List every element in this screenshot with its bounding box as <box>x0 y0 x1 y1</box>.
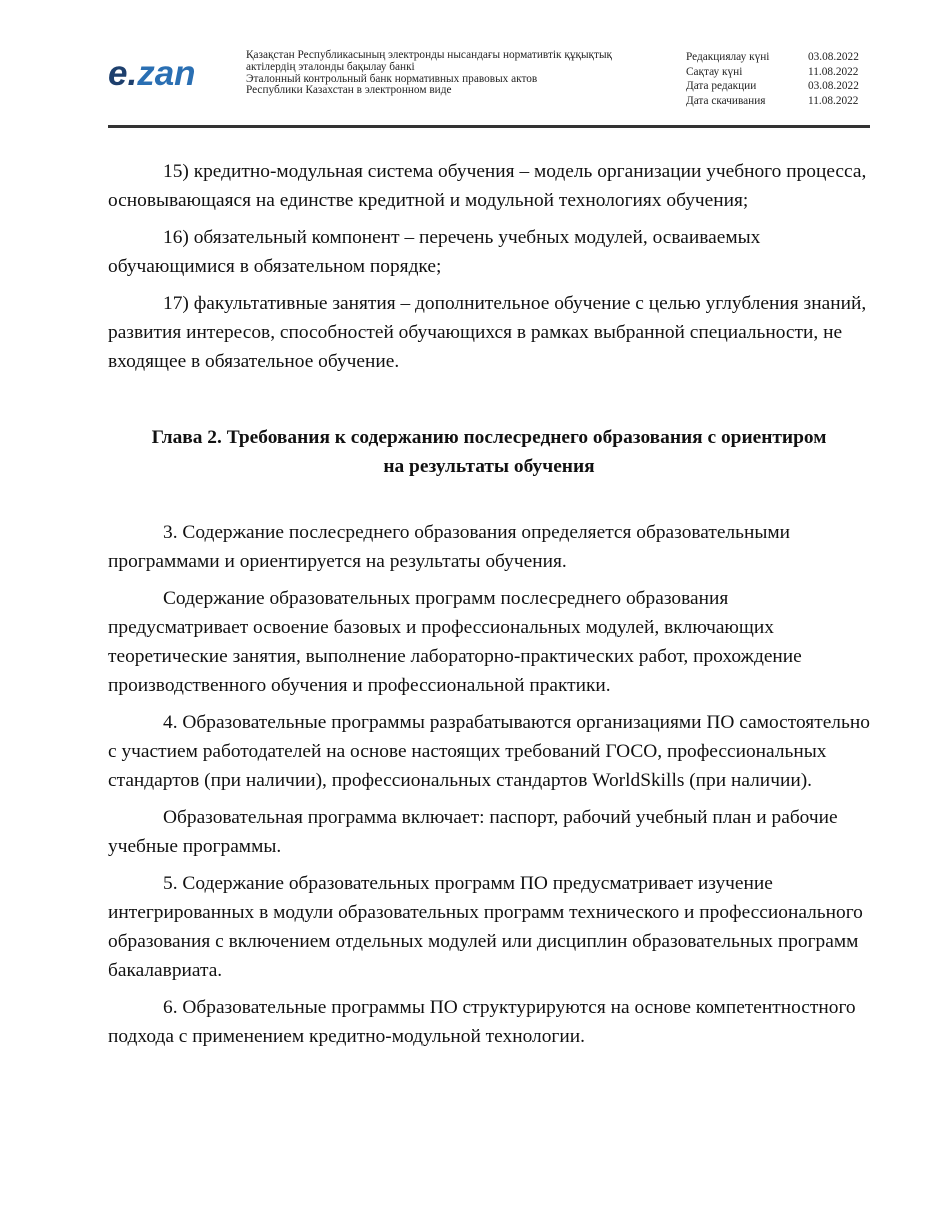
header-divider <box>108 125 870 128</box>
document-body <box>108 157 870 1059</box>
date-value: 03.08.2022 <box>808 51 859 63</box>
logo-dot: . <box>127 54 138 93</box>
date-label: Дата редакции <box>686 80 757 93</box>
header-desc-line: Эталонный контрольный банк нормативных правовых актов <box>246 72 538 85</box>
paragraph-15: 15) кредитно-модульная система обучения – модель организации учебного процесса, основывающаяся на единстве кредитной и модульной технологиях обучения; <box>108 161 867 211</box>
paragraph-3: 3. Содержание послесреднего образования определяется образовательными программами и ориентируется на результаты обучения. <box>108 522 791 572</box>
header-dates <box>686 50 870 108</box>
document-header <box>108 46 870 126</box>
paragraph-16: 16) обязательный компонент – перечень учебных модулей, осваиваемых обучающимися в обязательном порядке; <box>108 227 761 277</box>
date-row-edit-kz <box>686 50 870 65</box>
date-value: 11.08.2022 <box>808 94 859 107</box>
paragraph-5: 5. Содержание образовательных программ ПО предусматривает изучение интегрированных в модули образовательных программ технического и профессионального образования с включением отдельных модулей или дисциплин образовательных программ бакалавриата. <box>108 873 863 981</box>
date-label: Сақтау күні <box>686 65 743 78</box>
chapter-heading-line: на результаты обучения <box>383 456 595 477</box>
paragraph-6: 6. Образовательные программы ПО структурируются на основе компетентностного подхода с применением кредитно-модульной технологии. <box>108 997 856 1047</box>
paragraph-17: 17) факультативные занятия – дополнительное обучение с целью углубления знаний, развития интересов, способностей обучающихся в рамках выбранной специальности, не входящее в обязательное обучение. <box>108 293 867 372</box>
date-value: 11.08.2022 <box>808 65 859 78</box>
header-description <box>246 50 666 97</box>
date-label: Дата скачивания <box>686 94 766 107</box>
paragraph-4-program: Образовательная программа включает: паспорт, рабочий учебный план и рабочие учебные программы. <box>108 807 838 857</box>
date-row-edit-ru <box>686 79 870 94</box>
date-value: 03.08.2022 <box>808 80 859 93</box>
ezan-logo <box>108 54 196 94</box>
logo-zan: zan <box>137 54 196 93</box>
chapter-heading-line: Глава 2. Требования к содержанию послесреднего образования с ориентиром <box>151 427 827 448</box>
date-label: Редакциялау күні <box>686 51 770 63</box>
chapter-heading <box>108 423 870 481</box>
header-desc-line: Республики Казахстан в электронном виде <box>246 84 452 97</box>
paragraph-3-content: Содержание образовательных программ послесреднего образования предусматривает освоение базовых и профессиональных модулей, включающих теоретические занятия, выполнение лабораторно-практических работ, прохождение производственного обучения и профессиональной практики. <box>108 588 802 696</box>
date-row-download-ru <box>686 94 870 109</box>
header-desc-line: актілердің эталонды бақылау банкі <box>246 60 415 73</box>
header-desc-line: Қазақстан Республикасының электронды нысандағы нормативтік құқықтық <box>246 49 613 61</box>
paragraph-4: 4. Образовательные программы разрабатываются организациями ПО самостоятельно с участием работодателей на основе настоящих требований ГОСО, профессиональных стандартов (при наличии), профессиональных стандартов WorldSkills (при наличии). <box>108 712 870 791</box>
logo-e: e <box>108 54 128 93</box>
date-row-save-kz <box>686 65 870 80</box>
